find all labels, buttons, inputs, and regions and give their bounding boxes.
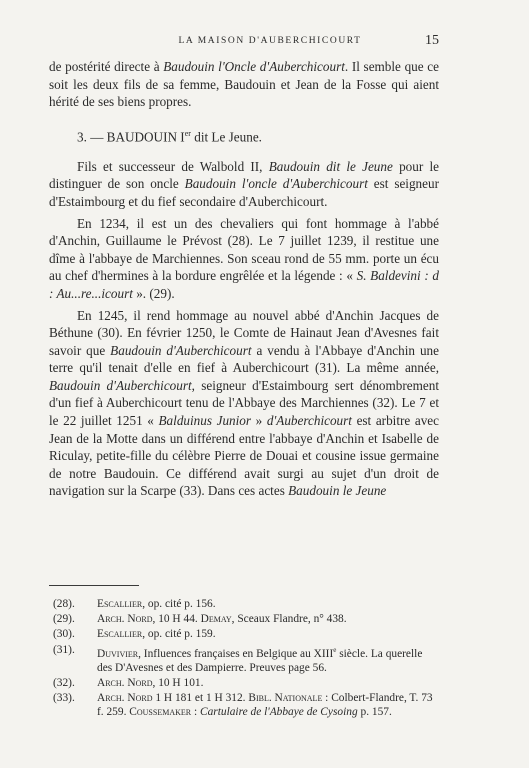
footnote-29: (29). Arch. Nord, 10 H 44. Demay, Sceaux Flandre, n° 438.	[53, 613, 347, 626]
footnote-rule	[49, 585, 139, 586]
section-heading: 3. — BAUDOUIN Ier dit Le Jeune.	[77, 128, 262, 145]
page-number: 15	[425, 33, 439, 48]
paragraph-3: En 1234, il est un des chevaliers qui font hommage à l'abbé d'Anchin, Guillaume le Prévost (28). Le 7 juillet 1239, il restitue une dîme à l'abbaye de Marchiennes. Son sceau rond de 55 mm. porte un écu au chef d'hermines à la bordure engrêlée et la légende : « S. Baldevini : d : Au...re...icourt ». (29).	[49, 215, 439, 301]
footnote-32: (32). Arch. Nord, 10 H 101.	[53, 676, 204, 689]
footnote-31: (31). Duvivier, Influences françaises en Belgique au XIIIe siècle. La querelle des D'Avesnes et des Dampierre. Preuves page 56.	[53, 643, 423, 674]
paragraph-4: En 1245, il rend hommage au nouvel abbé d'Anchin Jacques de Béthune (30). En février 1250, le Comte de Hainaut Jean d'Avesnes fait savoir que Baudouin d'Auberchicourt a vendu à l'Abbaye d'Anchin une terre qu'il tenait d'elle en fief à Auberchicourt (31). La même année, Baudouin d'Auberchicourt, seigneur d'Estaimbourg sert dénombrement d'un fief à Auberchicourt tenu de l'Abbaye des Marchiennes (32). Le 7 et le 22 juillet 1251 « Balduinus Junior » d'Auberchicourt est arbitre avec Jean de la Motte dans un différend entre l'abbaye d'Anchin et Isabelle de Riculay, petite-fille du célèbre Pierre de Douai et cousine issue germaine de notre Baudouin. Ce différend avait surgi au sujet d'un droit de navigation sur la Scarpe (33). Dans ces actes Baudouin le Jeune	[49, 307, 439, 499]
footnote-28: (28). Escallier, op. cité p. 156.	[53, 598, 216, 610]
footnotes	[53, 597, 433, 720]
footnote-30: (30). Escallier, op. cité p. 159.	[53, 628, 216, 641]
footnote-33: (33). Arch. Nord 1 H 181 et 1 H 312. Bibl. Nationale : Colbert-Flandre, T. 73 f. 259. Coussemaker : Cartulaire de l'Abbaye de Cysoing p. 157.	[53, 692, 433, 719]
paragraph-continuation: de postérité directe à Baudouin l'Oncle d'Auberchicourt. Il semble que ce soit les deux fils de sa femme, Baudouin et Jean de la Fosse qui aient hérité de ses biens propres.	[49, 59, 439, 110]
running-title: LA MAISON D'AUBERCHICOURT	[178, 36, 362, 46]
body-text	[49, 58, 439, 500]
paragraph-2: Fils et successeur de Walbold II, Baudouin dit le Jeune pour le distinguer de son oncle Baudouin l'oncle d'Auberchicourt est seigneur d'Estaimbourg et du fief secondaire d'Auberchicourt.	[49, 158, 440, 209]
